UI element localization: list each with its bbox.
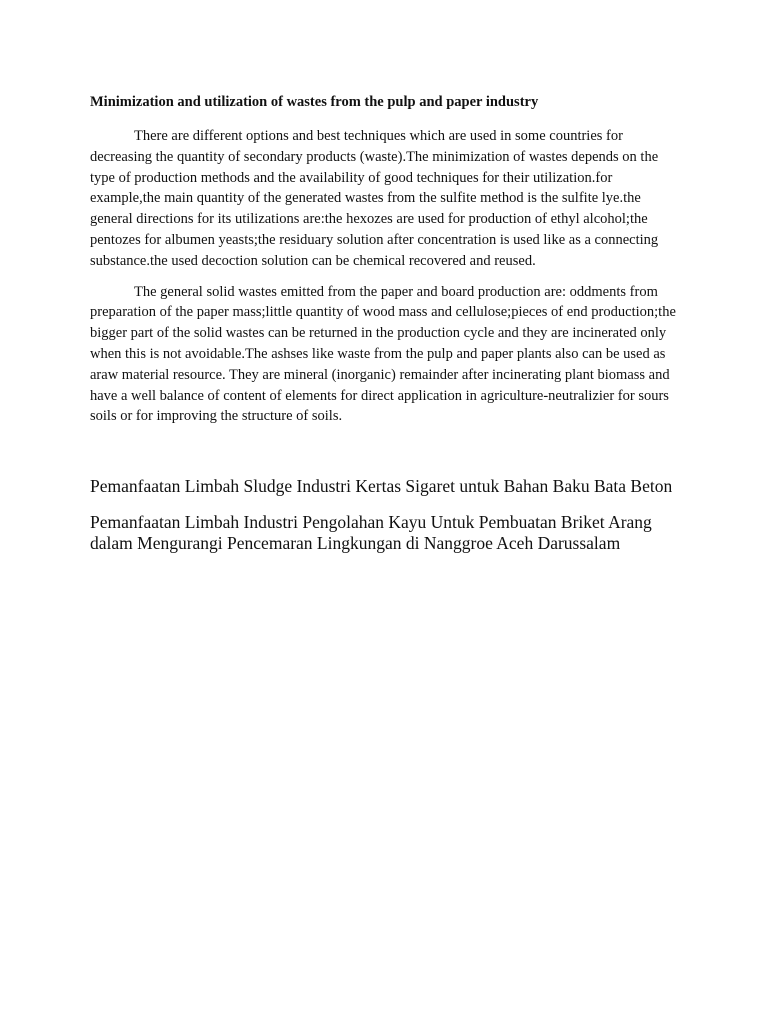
related-title-briket: Pemanfaatan Limbah Industri Pengolahan Kayu Untuk Pembuatan Briket Arang dalam Mengurangi Pencemaran Lingkungan di Nanggroe Aceh Darussalam (90, 512, 652, 554)
paragraph-solid-wastes: The general solid wastes emitted from the paper and board production are: oddments from preparation of the paper mass;little quantity of wood mass and cellulose;pieces of end production;the bigger part of the solid wastes can be returned in the production cycle and they are incinerated only when this is not avoidable.The ashses like waste from the pulp and paper plants also can be used as araw material resource. They are mineral (inorganic) remainder after incinerating plant biomass and have a well balance of content of elements for direct application in agriculture-neutralizier for sours soils or for improving the structure of soils. (90, 283, 676, 425)
document-title: Minimization and utilization of wastes from the pulp and paper industry (90, 94, 539, 110)
related-title-sludge: Pemanfaatan Limbah Sludge Industri Kertas Sigaret untuk Bahan Baku Bata Beton (90, 476, 673, 497)
paragraph-sulfite-wastes: There are different options and best techniques which are used in some countries for decreasing the quantity of secondary products (waste).The minimization of wastes depends on the type of production methods and the availability of good techniques for their utilization.for example,the main quantity of the generated wastes from the sulfite method is the sulfite lye.the general directions for its utilizations are:the hexozes are used for production of ethyl alcohol;the pentozes for albumen yeasts;the residuary solution after concentration is used like as a connecting substance.the used decoction solution can be chemical recovered and reused. (90, 128, 659, 269)
document-body (90, 92, 680, 554)
